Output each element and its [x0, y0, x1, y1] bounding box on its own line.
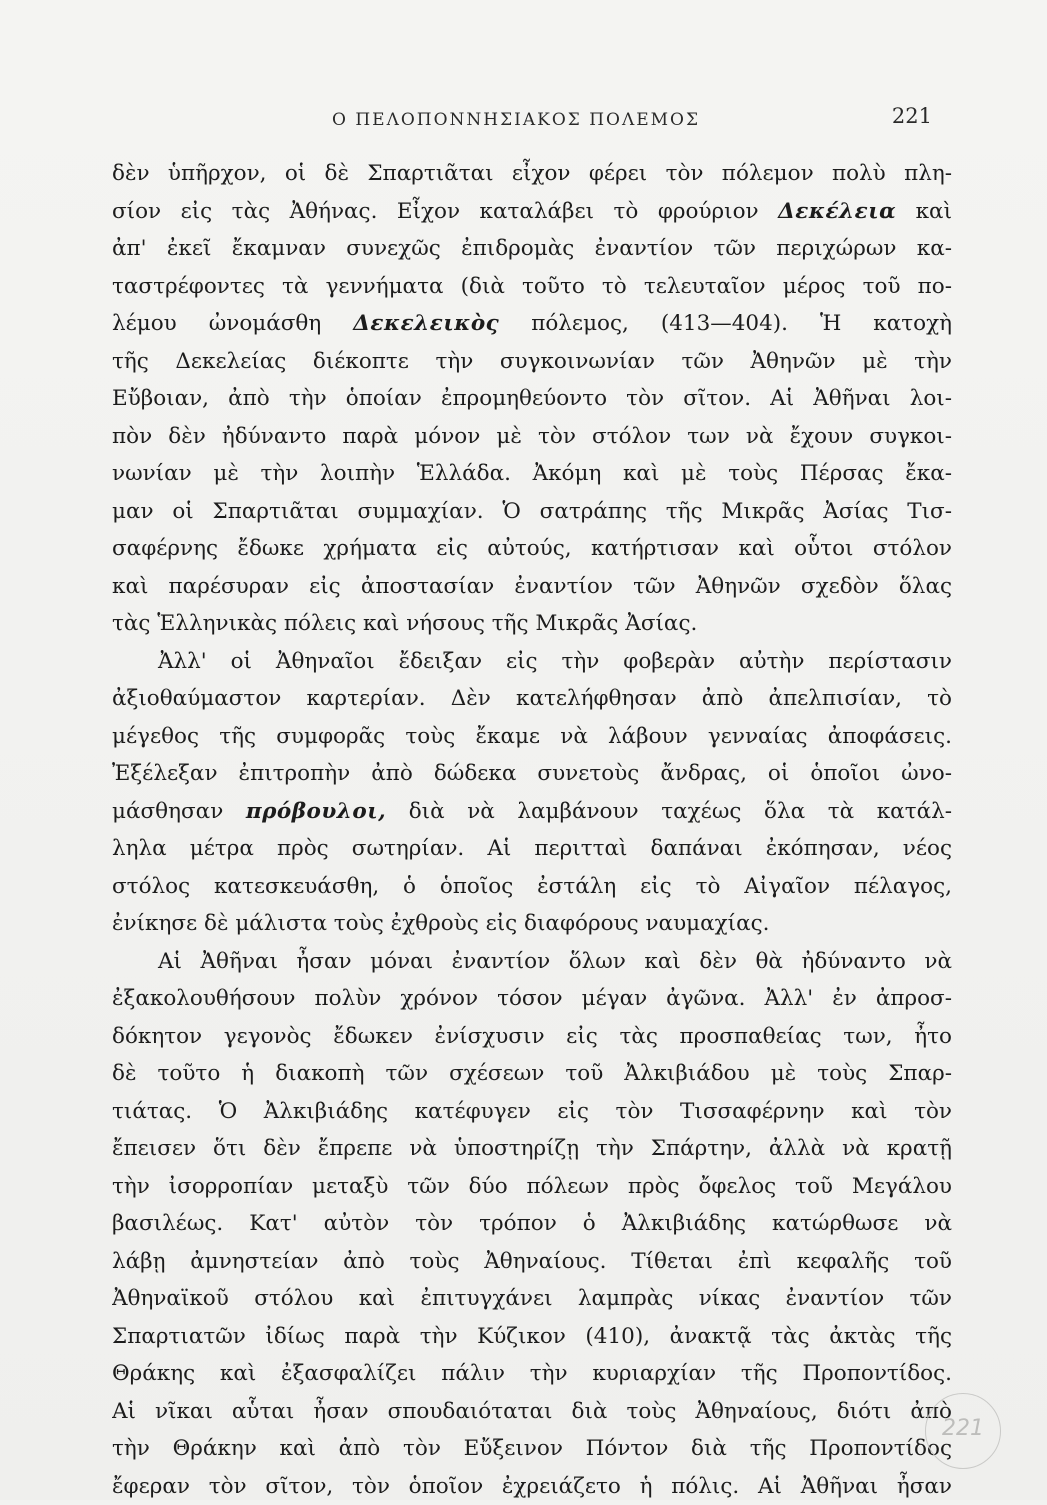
text-segment: Αἱ Ἀθῆναι ἦσαν μόναι ἐναντίον ὅλων καὶ δὲν θὰ ἠδύναντο νὰ — [158, 949, 952, 974]
text-line — [112, 868, 952, 906]
text-line — [112, 1355, 952, 1393]
text-line — [112, 1130, 952, 1168]
text-line — [112, 418, 952, 456]
text-line — [112, 1430, 952, 1468]
running-title: Ο ΠΕΛΟΠΟΝΝΗΣΙΑΚΟΣ ΠΟΛΕΜΟΣ — [332, 110, 700, 130]
text-segment: βασιλέως. Κατ' αὐτὸν τὸν τρόπον ὁ Ἀλκιβιάδης κατώρθωσε νὰ — [112, 1211, 952, 1236]
text-segment: ἐνίκησε δὲ μάλιστα τοὺς ἐχθροὺς εἰς διαφόρους ναυμαχίας. — [112, 911, 769, 936]
text-segment: πὸν δὲν ἠδύναντο παρὰ μόνον μὲ τὸν στόλον των νὰ ἔχουν συγκοι- — [112, 424, 952, 449]
emphasized-term: Δεκελεικὸς — [353, 311, 499, 336]
text-line — [112, 568, 952, 606]
text-line — [112, 1018, 952, 1056]
text-segment: Ἀλλ' οἱ Ἀθηναῖοι ἔδειξαν εἰς τὴν φοβερὰν αὐτὴν περίστασιν — [158, 649, 952, 674]
text-segment: δὲ τοῦτο ἡ διακοπὴ τῶν σχέσεων τοῦ Ἀλκιβιάδου μὲ τοὺς Σπαρ- — [112, 1061, 952, 1086]
text-line — [112, 1393, 952, 1431]
text-line — [112, 493, 952, 531]
text-line — [112, 605, 952, 643]
text-line — [112, 1280, 952, 1318]
text-line — [112, 1243, 952, 1281]
text-line — [112, 230, 952, 268]
text-segment: νωνίαν μὲ τὴν λοιπὴν Ἑλλάδα. Ἀκόμη καὶ μὲ τοὺς Πέρσας ἔκα- — [112, 461, 952, 486]
text-line — [112, 643, 952, 681]
text-segment: Ἐξέλεξαν ἐπιτροπὴν ἀπὸ δώδεκα συνετοὺς ἄνδρας, οἱ ὁποῖοι ὠνο- — [112, 761, 952, 786]
text-segment: Θράκης καὶ ἐξασφαλίζει πάλιν τὴν κυριαρχίαν τῆς Προποντίδος. — [112, 1361, 952, 1386]
text-segment: μαν οἱ Σπαρτιᾶται συμμαχίαν. Ὁ σατράπης τῆς Μικρᾶς Ἀσίας Τισ- — [112, 499, 952, 524]
text-line — [112, 193, 952, 231]
library-stamp — [925, 1393, 1001, 1469]
emphasized-term: πρόβουλοι, — [246, 799, 386, 824]
body-text — [112, 155, 952, 1505]
text-segment: τὴν Θράκην καὶ ἀπὸ τὸν Εὔξεινον Πόντον διὰ τῆς Προποντίδος — [112, 1436, 952, 1461]
text-segment: μέγεθος τῆς συμφορᾶς τοὺς ἔκαμε νὰ λάβουν γενναίας ἀποφάσεις. — [112, 724, 952, 749]
text-line — [112, 830, 952, 868]
text-line — [112, 793, 952, 831]
text-segment: δόκητον γεγονὸς ἔδωκεν ἐνίσχυσιν εἰς τὰς προσπαθείας των, ἦτο — [112, 1024, 952, 1049]
text-segment: ἐξακολουθήσουν πολὺν χρόνον τόσον μέγαν ἀγῶνα. Ἀλλ' ἐν ἀπροσ- — [112, 986, 952, 1011]
emphasized-term: Δεκέλεια — [778, 199, 896, 224]
text-segment: στόλος κατεσκευάσθη, ὁ ὁποῖος ἐστάλη εἰς τὸ Αἰγαῖον πέλαγος, — [112, 874, 952, 899]
text-line — [112, 1055, 952, 1093]
text-line — [112, 305, 952, 343]
text-segment: σίον εἰς τὰς Ἀθήνας. Εἶχον καταλάβει τὸ φρούριον — [112, 199, 778, 224]
text-line — [112, 1168, 952, 1206]
text-line — [112, 1318, 952, 1356]
text-segment: σαφέρνης ἔδωκε χρήματα εἰς αὐτούς, κατήρτισαν καὶ οὗτοι στόλον — [112, 536, 952, 561]
text-segment: τιάτας. Ὁ Ἀλκιβιάδης κατέφυγεν εἰς τὸν Τισσαφέρνην καὶ τὸν — [112, 1099, 952, 1124]
text-line — [112, 905, 952, 943]
text-line — [112, 455, 952, 493]
text-segment: μάσθησαν — [112, 799, 246, 824]
text-segment: ἔπεισεν ὅτι δὲν ἔπρεπε νὰ ὑποστηρίζῃ τὴν Σπάρτην, ἀλλὰ νὰ κρατῇ — [112, 1136, 952, 1161]
text-line — [112, 718, 952, 756]
text-segment: ἔφεραν τὸν σῖτον, τὸν ὁποῖον ἐχρειάζετο ἡ πόλις. Αἱ Ἀθῆναι ἦσαν — [112, 1474, 952, 1499]
text-line — [112, 530, 952, 568]
text-segment: πόλεμος, (413—404). Ἡ κατοχὴ — [499, 311, 952, 336]
text-segment: Εὔβοιαν, ἀπὸ τὴν ὁποίαν ἐπρομηθεύοντο τὸν σῖτον. Αἱ Ἀθῆναι λοι- — [112, 386, 952, 411]
text-line — [112, 1468, 952, 1505]
text-segment: τῆς Δεκελείας διέκοπτε τὴν συγκοινωνίαν τῶν Ἀθηνῶν μὲ τὴν — [112, 349, 952, 374]
text-segment: καὶ παρέσυραν εἰς ἀποστασίαν ἐναντίον τῶν Ἀθηνῶν σχεδὸν ὅλας — [112, 574, 952, 599]
text-segment: ταστρέφοντες τὰ γεννήματα (διὰ τοῦτο τὸ τελευταῖον μέρος τοῦ πο- — [112, 274, 952, 299]
text-line — [112, 268, 952, 306]
text-line — [112, 755, 952, 793]
text-segment: τὰς Ἑλληνικὰς πόλεις καὶ νήσους τῆς Μικρᾶς Ἀσίας. — [112, 611, 697, 636]
text-line — [112, 155, 952, 193]
text-segment: λάβῃ ἀμνηστείαν ἀπὸ τοὺς Ἀθηναίους. Τίθεται ἐπὶ κεφαλῆς τοῦ — [112, 1249, 952, 1274]
text-segment: λέμου ὠνομάσθη — [112, 311, 353, 336]
text-line — [112, 980, 952, 1018]
text-line — [112, 1093, 952, 1131]
text-segment: ἀπ' ἐκεῖ ἔκαμναν συνεχῶς ἐπιδρομὰς ἐναντίον τῶν περιχώρων κα- — [112, 236, 952, 261]
text-line — [112, 1205, 952, 1243]
text-segment: τὴν ἰσορροπίαν μεταξὺ τῶν δύο πόλεων πρὸς ὄφελος τοῦ Μεγάλου — [112, 1174, 952, 1199]
text-segment: Αἱ νῖκαι αὗται ἦσαν σπουδαιόταται διὰ τοὺς Ἀθηναίους, διότι ἀπὸ — [112, 1399, 952, 1424]
text-segment: ληλα μέτρα πρὸς σωτηρίαν. Αἱ περιτταὶ δαπάναι ἐκόπησαν, νέος — [112, 836, 952, 861]
text-line — [112, 943, 952, 981]
text-segment: Ἀθηναϊκοῦ στόλου καὶ ἐπιτυγχάνει λαμπρὰς νίκας ἐναντίον τῶν — [112, 1286, 952, 1311]
text-line — [112, 380, 952, 418]
text-segment: διὰ νὰ λαμβάνουν ταχέως ὅλα τὰ κατάλ- — [386, 799, 952, 824]
page-number: 221 — [892, 104, 932, 128]
text-segment: καὶ — [896, 199, 952, 224]
text-segment: Σπαρτιατῶν ἰδίως παρὰ τὴν Κύζικον (410), ἀνακτᾷ τὰς ἀκτὰς τῆς — [112, 1324, 952, 1349]
text-line — [112, 680, 952, 718]
page-header — [110, 104, 950, 134]
text-line — [112, 343, 952, 381]
stamp-number: 221 — [926, 1416, 1000, 1441]
text-segment: δὲν ὑπῆρχον, οἱ δὲ Σπαρτιᾶται εἶχον φέρει τὸν πόλεμον πολὺ πλη- — [112, 161, 952, 186]
text-segment: ἀξιοθαύμαστον καρτερίαν. Δὲν κατελήφθησαν ἀπὸ ἀπελπισίαν, τὸ — [112, 686, 952, 711]
